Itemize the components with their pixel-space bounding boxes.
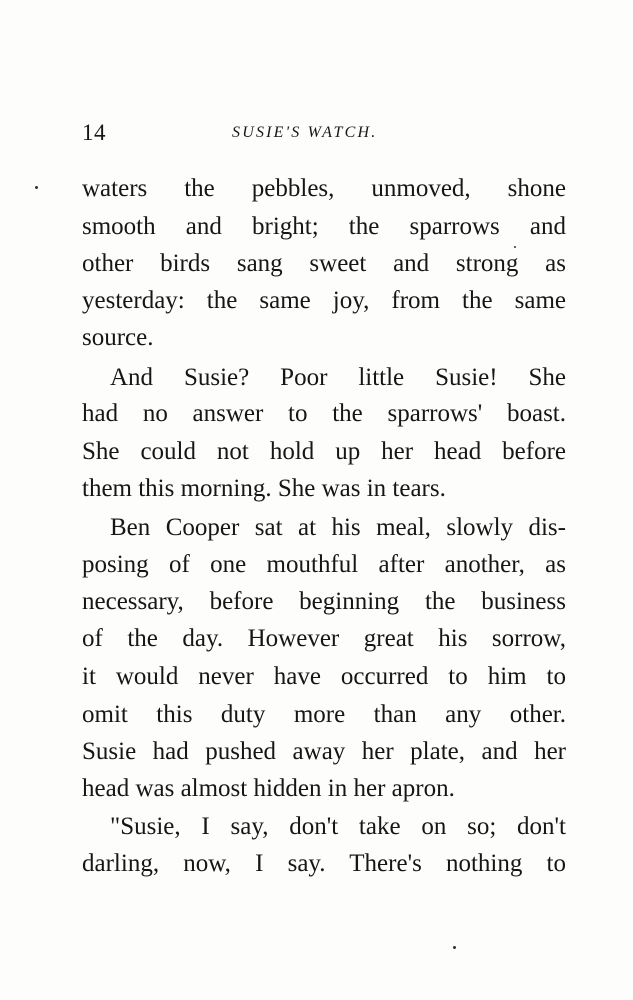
text-line: of the day. However great his sorrow,: [82, 625, 566, 652]
text-line: yesterday: the same joy, from the same: [82, 287, 566, 314]
text-line: omit this duty more than any other.: [82, 701, 566, 728]
paper-speck: [453, 946, 456, 949]
paper-speck: [514, 246, 516, 248]
running-header: [82, 120, 566, 150]
text-line: them this morning. She was in tears.: [82, 475, 446, 502]
running-title: SUSIE'S WATCH.: [232, 124, 378, 141]
text-line: darling, now, I say. There's nothing to: [82, 850, 566, 877]
text-line: She could not hold up her head before: [82, 438, 566, 465]
text-line: And Susie? Poor little Susie! She: [110, 364, 566, 391]
text-line: smooth and bright; the sparrows and: [82, 213, 566, 240]
text-line: Ben Cooper sat at his meal, slowly dis-: [110, 514, 566, 541]
text-line: waters the pebbles, unmoved, shone: [82, 175, 566, 202]
text-line: source.: [82, 324, 154, 351]
text-line: necessary, before beginning the business: [82, 588, 566, 615]
text-line: posing of one mouthful after another, as: [82, 551, 566, 578]
text-line: had no answer to the sparrows' boast.: [82, 400, 566, 427]
text-line: "Susie, I say, don't take on so; don't: [110, 813, 566, 840]
text-line: Susie had pushed away her plate, and her: [82, 738, 566, 765]
text-line: head was almost hidden in her apron.: [82, 775, 455, 802]
text-line: other birds sang sweet and strong as: [82, 250, 566, 277]
paper-speck: [35, 186, 38, 189]
page-number: 14: [82, 120, 106, 145]
text-line: it would never have occurred to him to: [82, 663, 566, 690]
